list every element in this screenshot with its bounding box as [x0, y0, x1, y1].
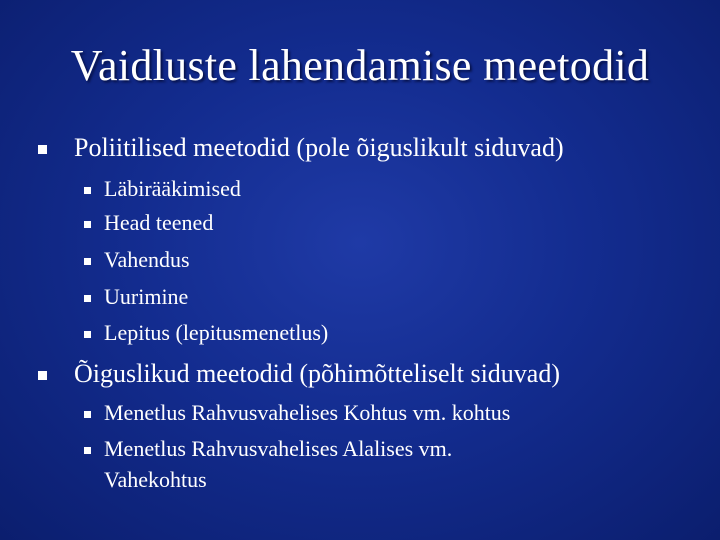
list-item-text: Menetlus Rahvusvahelises Alalises vm. [104, 436, 453, 461]
square-bullet-icon [84, 187, 91, 194]
square-bullet-icon [84, 411, 91, 418]
list-item-text: Läbirääkimised [104, 176, 241, 201]
square-bullet-icon [84, 221, 91, 228]
list-item-text: Vahekohtus [104, 467, 207, 492]
section-heading-text: Poliitilised meetodid (pole õiguslikult siduvad) [74, 133, 564, 162]
square-bullet-icon [38, 371, 47, 380]
list-item-text: Vahendus [104, 247, 190, 272]
square-bullet-icon [38, 145, 47, 154]
square-bullet-icon [84, 258, 91, 265]
square-bullet-icon [84, 295, 91, 302]
list-item-text: Lepitus (lepitusmenetlus) [104, 320, 329, 345]
square-bullet-icon [84, 447, 91, 454]
section-heading-text: Õiguslikud meetodid (põhimõtteliselt siduvad) [74, 359, 561, 388]
list-item-text: Head teened [104, 210, 214, 235]
slide-title: Vaidluste lahendamise meetodid [70, 41, 650, 90]
list-item-text: Menetlus Rahvusvahelises Kohtus vm. kohtus [104, 400, 511, 425]
square-bullet-icon [84, 331, 91, 338]
list-item-text: Uurimine [104, 284, 189, 309]
